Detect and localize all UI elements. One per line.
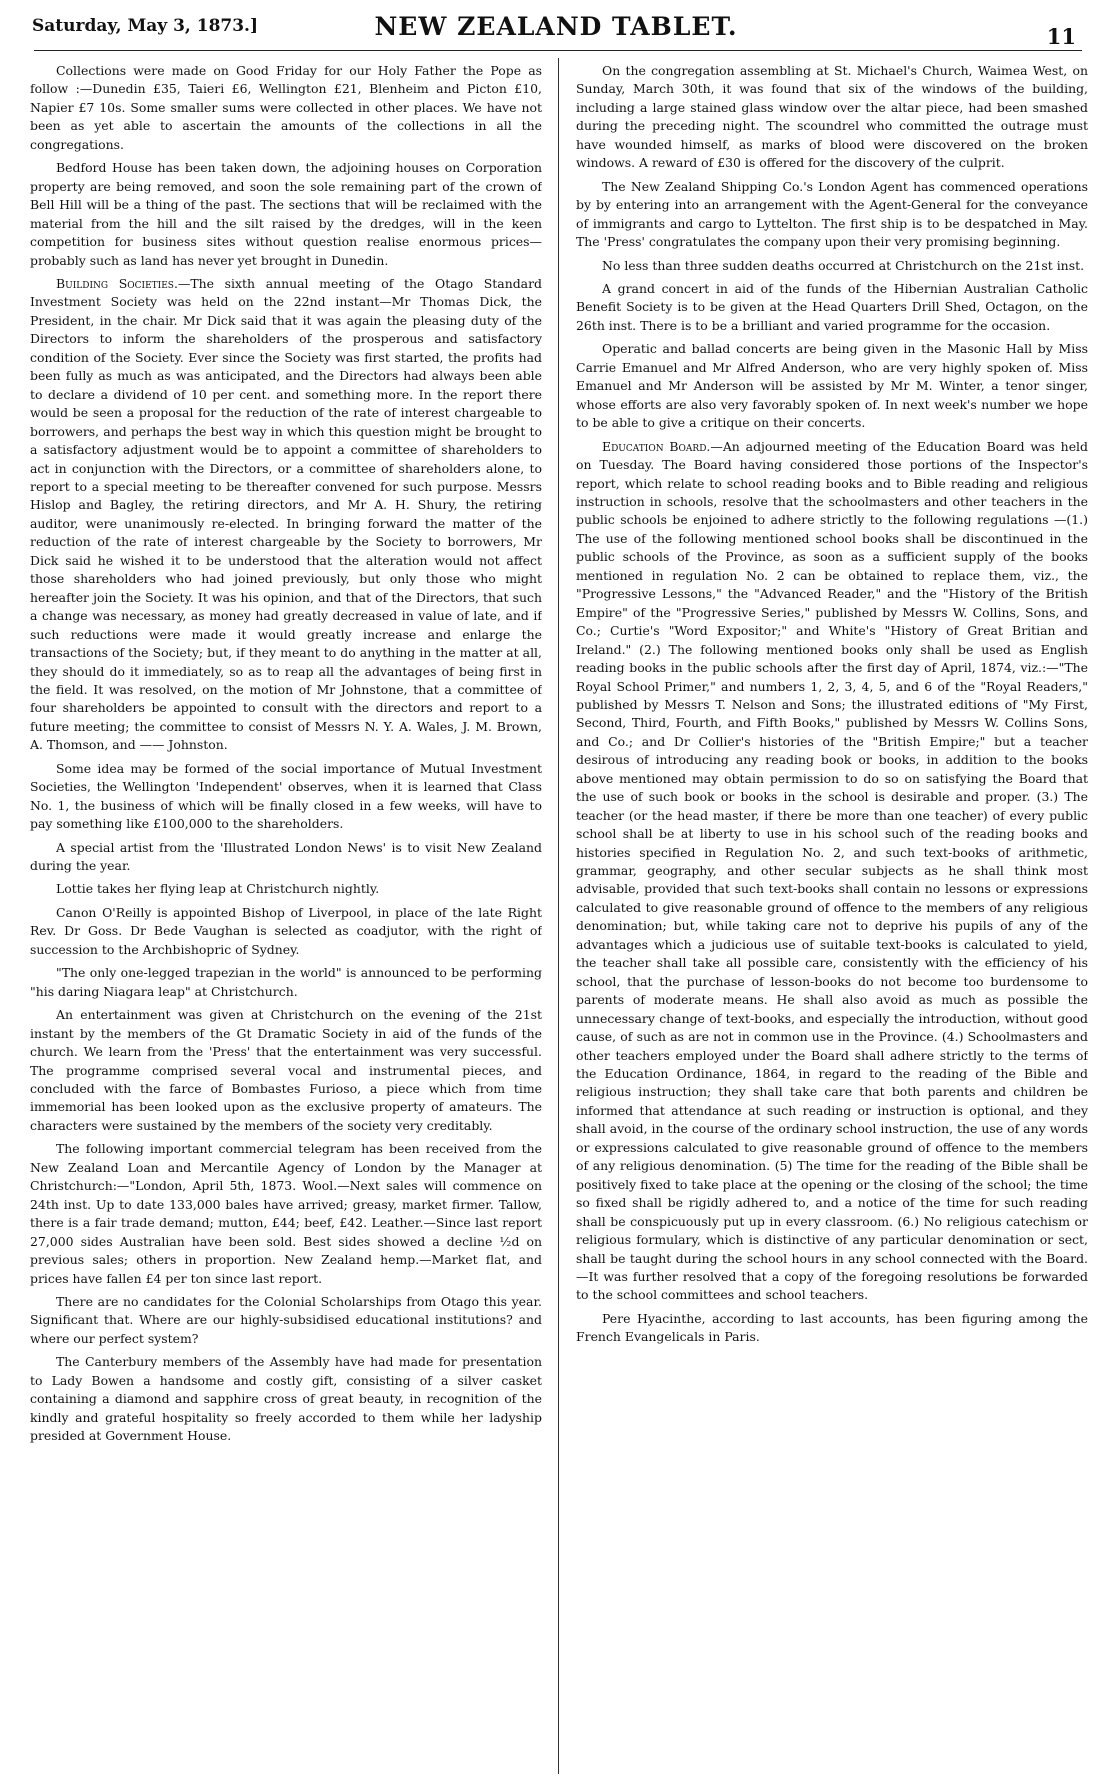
article-paragraph	[30, 1293, 542, 1348]
paragraph-text: The Canterbury members of the Assembly have had made for presentation to Lady Bowen a handsome and costly gift, consisting of a silver casket containing a diamond and sapphire cross of great beauty, in recognition of the kindly and grateful hospitality so freely accorded to them while her ladyship presided at Government House.	[30, 1354, 542, 1444]
article-paragraph	[30, 880, 542, 898]
paragraph-text: There are no candidates for the Colonial Scholarships from Otago this year. Significant that. Where are our highly-subsidised educational institutions? and where our perfect system?	[30, 1294, 542, 1346]
paragraph-text: Operatic and ballad concerts are being given in the Masonic Hall by Miss Carrie Emanuel and Mr Alfred Anderson, who are very highly spoken of. Miss Emanuel and Mr Anderson will be assisted by Mr M. Winter, a tenor singer, whose efforts are also very favorably spoken of. In next week's number we hope to be able to give a critique on their concerts.	[576, 341, 1088, 431]
article-paragraph	[30, 275, 542, 755]
article-paragraph	[576, 280, 1088, 335]
paragraph-text: Lottie takes her flying leap at Christchurch nightly.	[56, 881, 380, 897]
paragraph-text: —The sixth annual meeting of the Otago Standard Investment Society was held on the 22nd instant—Mr Thomas Dick, the President, in the chair. Mr Dick said that it was again the pleasing duty of the Directors to inform the shareholders of the prosperous and satisfactory condition of the Society. Ever since the Society was first started, the profits had been fully as much as was anticipated, and the Directors had always been able to declare a dividend of 10 per cent. and something more. In the report there would be seen a proposal for the reduction of the rate of interest chargeable to borrowers, and perhaps the best way in which this question might be brought to a satisfactory adjustment would be to appoint a committee of shareholders to act in conjunction with the Directors, or a committee of shareholders alone, to report to a special meeting to be thereafter convened for such purpose. Messrs Hislop and Bagley, the retiring directors, and Mr A. H. Shury, the retiring auditor, were unanimously re-elected. In bringing forward the matter of the reduction of the rate of interest chargeable by the Society to borrowers, Mr Dick said he wished it to be understood that the alteration would not affect those shareholders who had joined previously, but only those who might hereafter join the Society. It was his opinion, and that of the Directors, that such a change was necessary, as money had greatly decreased in value of late, and if such reductions were made it would greatly increase and enlarge the transactions of the Society; but, if they meant to do anything in the matter at all, they should do it immediately, so as to reap all the advantages of being first in the field. It was resolved, on the motion of Mr Johnstone, that a committee of four shareholders be appointed to consult with the directors and report to a future meeting; the committee to consist of Messrs N. Y. A. Wales, J. M. Brown, A. Thomson, and —— Johnston.	[30, 275, 542, 753]
paragraph-text: Pere Hyacinthe, according to last accounts, has been figuring among the French Evangelicals in Paris.	[576, 1310, 1088, 1345]
paragraph-text: No less than three sudden deaths occurred at Christchurch on the 21st inst.	[602, 257, 1085, 273]
paragraph-text: Collections were made on Good Friday for our Holy Father the Pope as follow :—Dunedin £35, Taieri £6, Wellington £21, Blenheim and Picton £10, Napier £7 10s. Some smaller sums were collected in other places. We have not been as yet able to ascertain the amounts of the collections in all the congregations.	[30, 63, 542, 152]
article-paragraph	[576, 340, 1088, 432]
article-paragraph	[30, 760, 542, 834]
article-paragraph	[30, 1353, 542, 1445]
paragraph-text: On the congregation assembling at St. Michael's Church, Waimea West, on Sunday, March 30th, it was found that six of the windows of the building, including a large stained glass window over the altar piece, had been smashed during the preceding night. The scoundrel who committed the outrage must have wounded himself, as marks of blood were discovered on the broken windows. A reward of £30 is offered for the discovery of the culprit.	[576, 63, 1088, 171]
article-paragraph	[576, 1310, 1088, 1347]
paragraph-text: An entertainment was given at Christchurch on the evening of the 21st instant by the members of the Gt Dramatic Society in aid of the funds of the church. We learn from the 'Press' that the entertainment was very successful. The programme comprised several vocal and instrumental pieces, and concluded with the farce of Bombastes Furioso, a piece which from time immemorial has been looked upon as the exclusive property of amateurs. The characters were sustained by the members of the society very creditably.	[30, 1007, 542, 1133]
article-paragraph	[576, 257, 1088, 275]
issue-date: Saturday, May 3, 1873.]	[32, 16, 259, 36]
article-paragraph	[576, 438, 1088, 1305]
paragraph-text: The following important commercial telegram has been received from the New Zealand Loan and Mercantile Agency of London by the Manager at Christchurch:—"London, April 5th, 1873. Wool.—Next sales will commence on 24th inst. Up to date 133,000 bales have arrived; greasy, market firmer. Tallow, there is a fair trade demand; mutton, £44; beef, £42. Leather.—Since last report 27,000 sides Australian have been sold. Best sides showed a decline ½d on previous sales; others in proportion. New Zealand hemp.—Market flat, and prices have fallen £4 per ton since last report.	[30, 1141, 542, 1286]
paragraph-text: The New Zealand Shipping Co.'s London Agent has commenced operations by by entering into an arrangement with the Agent-General for the conveyance of immigrants and cargo to Lyttelton. The first ship is to be despatched in May. The 'Press' congratulates the company upon their very promising beginning.	[576, 178, 1088, 250]
paragraph-text: "The only one-legged trapezian in the world" is announced to be performing "his daring Niagara leap" at Christchurch.	[30, 965, 542, 999]
article-paragraph	[30, 839, 542, 876]
paragraph-heading: Education Board.	[602, 438, 711, 454]
paragraph-text: Canon O'Reilly is appointed Bishop of Liverpool, in place of the late Right Rev. Dr Goss. Dr Bede Vaughan is selected as coadjutor, with the right of succession to the Archbishopric of Sydney.	[30, 904, 542, 957]
article-paragraph	[576, 178, 1088, 252]
paragraph-text: A grand concert in aid of the funds of the Hibernian Australian Catholic Benefit Society is to be given at the Head Quarters Drill Shed, Octagon, on the 26th inst. There is to be a brilliant and varied programme for the occasion.	[576, 280, 1088, 333]
article-paragraph	[30, 1006, 542, 1135]
newspaper-title: NEW ZEALAND TABLET.	[374, 12, 738, 41]
header-rule	[34, 50, 1082, 51]
page-header	[30, 8, 1082, 50]
column-divider	[558, 58, 559, 1774]
article-paragraph	[30, 159, 542, 270]
paragraph-text: A special artist from the 'Illustrated London News' is to visit New Zealand during the year.	[30, 839, 542, 874]
paragraph-text: Bedford House has been taken down, the adjoining houses on Corporation property are being removed, and soon the sole remaining part of the crown of Bell Hill will be a thing of the past. The sections that will be reclaimed with the material from the hill and the silt raised by the dredges, will in the keen competition for business sites without question realise enormous prices—probably such as land has never yet brought in Dunedin.	[30, 160, 542, 268]
article-paragraph	[30, 964, 542, 1001]
paragraph-heading: Building Societies.	[56, 275, 178, 291]
left-column	[30, 62, 542, 1774]
paragraph-text: —An adjourned meeting of the Education Board was held on Tuesday. The Board having considered those portions of the Inspector's report, which relate to school reading books and to Bible reading and religious instruction in schools, resolve that the schoolmasters and other teachers in the public schools be enjoined to adhere strictly to the following regulations —(1.) The use of the following mentioned school books shall be discontinued in the public schools of the Province, as soon as a sufficient supply of the books mentioned in regulation No. 2 can be obtained to replace them, viz., the "Progressive Lessons," the "Advanced Reader," and the "History of the British Empire" of the "Progressive Series," published by Messrs W. Collins, Sons, and Co.; Curtie's "Word Expositor;" and White's "History of Great Britian and Ireland." (2.) The following mentioned books only shall be used as English reading books in the public schools after the first day of April, 1874, viz.:—"The Royal School Primer," and numbers 1, 2, 3, 4, 5, and 6 of the "Royal Readers," published by Messrs T. Nelson and Sons; the illustrated editions of "My First, Second, Third, Fourth, and Fifth Books," published by Messrs W. Collins Sons, and Co.; and Dr Collier's histories of the "British Empire;" but a teacher desirous of introducing any reading book or books, in addition to the books above mentioned may obtain permission to do so on satisfying the Board that the use of such book or books in the school is desirable and proper. (3.) The teacher (or the head master, if there be more than one teacher) of every public school shall be at liberty to use in his school such of the reading books and histories specified in Regulation No. 2, and such text-books of arithmetic, grammar, geography, and other secular subjects as he shall think most advisable, provided that such text-books shall contain no lessons or expressions calculated to give reasonable ground of offence to the members of any religious denomination; but, while taking care not to deprive his pupils of any of the advantages which a judicious use of suitable text-books is calculated to yield, the teacher shall take all possible care, consistently with the efficiency of his school, that the purchase of lesson-books do not become too burdensome to parents of moderate means. He shall also avoid as much as possible the unnecessary change of text-books, and especially the introduction, without good cause, of such as are not in common use in the Province. (4.) Schoolmasters and other teachers employed under the Board shall adhere strictly to the terms of the Education Ordinance, 1864, in regard to the reading of the Bible and religious instruction; they shall take care that both parents and children be informed that attendance at such reading or instruction is optional, and they shall avoid, in the course of the ordinary school instruction, the use of any words or expressions calculated to give reasonable ground of offence to the members of any religious denomination. (5) The time for the reading of the Bible shall be positively fixed to take place at the opening or the closing of the school; the time so fixed shall be rigidly adhered to, and a notice of the time for such reading shall be conspicuously put up in every classroom. (6.) No religious catechism or religious formulary, which is distinctive of any particular denomination or sect, shall be taught during the school hours in any school connected with the Board.—It was further resolved that a copy of the foregoing resolutions be forwarded to the school committees and school teachers.	[576, 438, 1088, 1303]
article-paragraph	[576, 62, 1088, 173]
paragraph-text: Some idea may be formed of the social importance of Mutual Investment Societies, the Wellington 'Independent' observes, when it is learned that Class No. 1, the business of which will be finally closed in a few weeks, will have to pay something like £100,000 to the shareholders.	[30, 760, 542, 832]
article-paragraph	[30, 904, 542, 959]
article-paragraph	[30, 1140, 542, 1288]
page-number: 11	[1046, 24, 1076, 49]
article-paragraph	[30, 62, 542, 154]
right-column	[576, 62, 1088, 1774]
